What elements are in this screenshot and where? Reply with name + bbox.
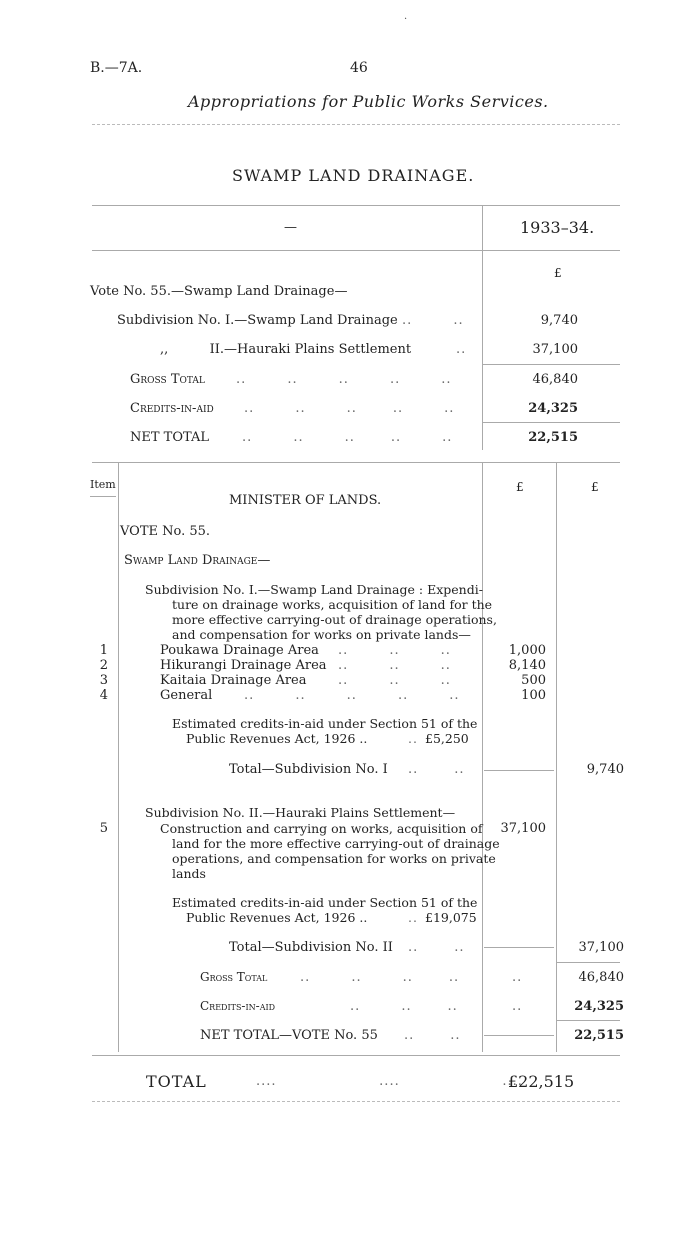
sub2-total-rule <box>484 947 554 948</box>
summary-net-rule <box>482 422 620 423</box>
sub2-credits-amount: £19,075 <box>425 910 477 925</box>
item-label: Kaitaia Drainage Area <box>160 673 307 688</box>
detail-credits-label: Credits-in-aid <box>200 999 276 1013</box>
amount-currency: £ <box>516 480 524 494</box>
leader-dots: .. .. .. .. .. <box>244 688 460 703</box>
footer-rule <box>92 1101 620 1102</box>
leader-dots: .. <box>456 342 467 357</box>
page-subtitle: Appropriations for Public Works Services. <box>188 92 549 111</box>
detail-net-value: 22,515 <box>574 1028 624 1043</box>
sub2-value: 37,100 <box>500 821 546 836</box>
leader-dots: .. <box>408 910 418 925</box>
summary-top-rule <box>92 205 620 206</box>
detail-top-rule <box>92 462 620 463</box>
sub1-description-line: more effective carrying-out of drainage operations, <box>172 612 497 627</box>
summary-net-value: 22,515 <box>528 430 578 445</box>
sub2-credits-line: Estimated credits-in-aid under Section 51 of the <box>172 895 478 910</box>
summary-vote-label: Vote No. 55.—Swamp Land Drainage— <box>90 284 348 299</box>
net-dash-rule <box>484 1035 554 1036</box>
sub2-credits-line: Public Revenues Act, 1926 .. <box>186 910 368 925</box>
summary-header-rule <box>92 250 620 251</box>
leader-dots: .. .. <box>404 1028 461 1043</box>
grand-total-value: £22,515 <box>508 1072 575 1091</box>
item-value: 100 <box>521 688 546 703</box>
item-value: 8,140 <box>508 658 546 673</box>
leader-dots: .... .... .... <box>256 1074 523 1089</box>
sub2-heading: Subdivision No. II.—Hauraki Plains Settlement— <box>145 805 456 820</box>
summary-credits-label: Credits-in-aid <box>130 401 214 416</box>
ditto-marks: .. <box>512 970 523 985</box>
item-value: 1,000 <box>508 643 546 658</box>
sub1-description-line: ture on drainage works, acquisition of land for the <box>172 597 493 612</box>
summary-column-divider <box>482 205 483 450</box>
summary-gross-value: 46,840 <box>532 372 578 387</box>
sub2-description-line: operations, and compensation for works on private <box>172 851 496 866</box>
item-label: Poukawa Drainage Area <box>160 643 319 658</box>
grand-total-label: TOTAL <box>146 1072 207 1091</box>
sub1-credits-amount: £5,250 <box>425 731 469 746</box>
detail-bottom-rule <box>92 1055 620 1056</box>
summary-row-value: 37,100 <box>532 342 578 357</box>
leader-dots: .. .. .. <box>338 658 451 673</box>
leader-dots: .. <box>408 731 418 746</box>
leader-dots: .. .. <box>402 313 464 328</box>
detail-credits-value: 24,325 <box>574 999 624 1014</box>
item-label: General <box>160 688 213 703</box>
ditto-marks: .. <box>512 999 523 1014</box>
summary-credits-value: 24,325 <box>528 401 578 416</box>
sub2-description-line: lands <box>172 866 206 881</box>
leader-dots: .. .. .. .. <box>300 970 460 985</box>
leader-dots: .. .. .. .. .. <box>244 401 455 416</box>
summary-row-label: Subdivision No. I.—Swamp Land Drainage <box>117 313 398 328</box>
item-label: Hikurangi Drainage Area <box>160 658 327 673</box>
sub2-total-label: Total—Subdivision No. II <box>229 940 393 955</box>
document-reference: B.—7A. <box>90 60 143 76</box>
detail-amount-column-divider <box>482 462 483 1052</box>
summary-net-label: NET TOTAL <box>130 430 209 445</box>
sub2-description-line: land for the more effective carrying-out of drainage <box>172 836 500 851</box>
leader-dots: .. .. <box>408 762 465 777</box>
summary-currency: £ <box>554 266 562 280</box>
leader-dots: .. .. .. <box>338 673 451 688</box>
sub1-total-label: Total—Subdivision No. I <box>229 762 388 777</box>
leader-dots: .. .. .. <box>338 643 451 658</box>
page-title: SWAMP LAND DRAINAGE. <box>232 166 475 185</box>
leader-dots: .. .. .. .. .. <box>236 372 452 387</box>
detail-gross-label: Gross Total <box>200 970 268 984</box>
summary-row-label: ,, II.—Hauraki Plains Settlement <box>160 342 412 357</box>
header-rule <box>92 124 620 125</box>
page-number: 46 <box>350 60 368 76</box>
net-rule <box>556 1020 620 1021</box>
item-number: 1 <box>99 643 108 658</box>
sub1-description-line: Subdivision No. I.—Swamp Land Drainage : Expendi- <box>145 582 483 597</box>
summary-subtotal-rule <box>482 364 620 365</box>
total-currency: £ <box>591 480 599 494</box>
minister-heading: MINISTER OF LANDS. <box>229 493 382 508</box>
sub1-description-line: and compensation for works on private lands— <box>172 627 471 642</box>
detail-gross-value: 46,840 <box>578 970 624 985</box>
sub1-total-rule <box>484 770 554 771</box>
sub1-total-value: 9,740 <box>586 762 624 777</box>
item-number: 5 <box>99 821 108 836</box>
vote-heading: VOTE No. 55. <box>120 524 211 539</box>
detail-total-column-divider <box>556 462 557 1052</box>
item-number: 3 <box>99 673 108 688</box>
leader-dots: .. .. <box>408 940 465 955</box>
item-number: 4 <box>99 688 108 703</box>
item-header-rule <box>90 496 116 497</box>
detail-item-column-divider <box>118 462 119 1052</box>
sub2-description-line: Construction and carrying on works, acquisition of <box>160 821 483 836</box>
item-number: 2 <box>99 658 108 673</box>
item-column-header: Item <box>90 478 116 491</box>
section-heading: Swamp Land Drainage— <box>124 553 271 568</box>
summary-year-header: 1933–34. <box>520 218 595 237</box>
gross-rule <box>556 962 620 963</box>
sub1-credits-line: Estimated credits-in-aid under Section 51 of the <box>172 716 478 731</box>
item-value: 500 <box>521 673 546 688</box>
leader-dots: .. .. .. <box>350 999 458 1014</box>
stray-mark: · <box>404 14 408 25</box>
sub1-credits-line: Public Revenues Act, 1926 .. <box>186 731 368 746</box>
detail-net-label: NET TOTAL—VOTE No. 55 <box>200 1028 378 1043</box>
leader-dots: .. .. .. .. .. <box>242 430 453 445</box>
summary-gross-label: Gross Total <box>130 372 205 387</box>
sub2-total-value: 37,100 <box>578 940 624 955</box>
summary-head-dash: — <box>284 220 297 235</box>
summary-row-value: 9,740 <box>540 313 578 328</box>
